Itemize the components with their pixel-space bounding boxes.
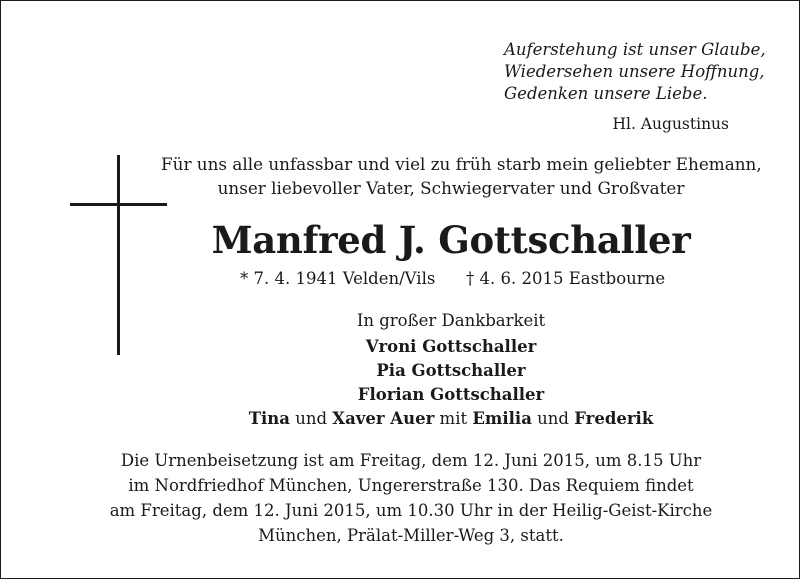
thanks-line: In großer Dankbarkeit	[356, 311, 546, 330]
birth-date: * 7. 4. 1941 Velden/Vils	[240, 269, 436, 288]
mourner-frederik: Frederik	[574, 409, 654, 428]
verse-line-2: Wiedersehen unsere Hoffnung,	[504, 62, 765, 81]
cross-horizontal-bar	[70, 203, 167, 206]
death-date: † 4. 6. 2015 Eastbourne	[466, 269, 666, 288]
verse-quote	[504, 39, 764, 105]
conjunction-mit: mit	[439, 409, 468, 428]
intro-line-2: unser liebevoller Vater, Schwiegervater und Großvater	[217, 178, 685, 198]
notice-line-4: München, Prälat-Miller-Weg 3, statt.	[258, 526, 564, 545]
deceased-name: Manfred J. Gottschaller	[211, 218, 691, 262]
conjunction-und-1: und	[295, 409, 328, 428]
mourner-emilia: Emilia	[472, 409, 532, 428]
notice-line-3: am Freitag, dem 12. Juni 2015, um 10.30 Uhr in der Heilig-Geist-Kirche	[109, 501, 713, 520]
mourner-3: Florian Gottschaller	[357, 385, 545, 404]
notice-line-2: im Nordfriedhof München, Ungererstraße 130. Das Requiem findet	[128, 476, 694, 495]
mourner-1: Vroni Gottschaller	[365, 337, 537, 356]
life-dates	[161, 269, 741, 293]
mourner-4-line	[161, 407, 741, 431]
cross-vertical-bar	[117, 155, 120, 355]
funeral-notice	[71, 448, 751, 548]
mourner-2: Pia Gottschaller	[376, 361, 526, 380]
verse-author: Hl. Augustinus	[612, 115, 729, 133]
verse-line-1: Auferstehung ist unser Glaube,	[504, 40, 766, 59]
mourner-tina: Tina	[248, 409, 290, 428]
verse-line-3: Gedenken unsere Liebe.	[504, 84, 708, 103]
intro-line-1: Für uns alle unfassbar und viel zu früh starb mein geliebter Ehemann,	[161, 154, 762, 174]
mourner-xaver-auer: Xaver Auer	[332, 409, 435, 428]
notice-line-1: Die Urnenbeisetzung ist am Freitag, dem 12. Juni 2015, um 8.15 Uhr	[120, 451, 702, 470]
mourners-list	[161, 335, 741, 431]
intro-text	[161, 152, 762, 200]
conjunction-und-2: und	[537, 409, 569, 428]
